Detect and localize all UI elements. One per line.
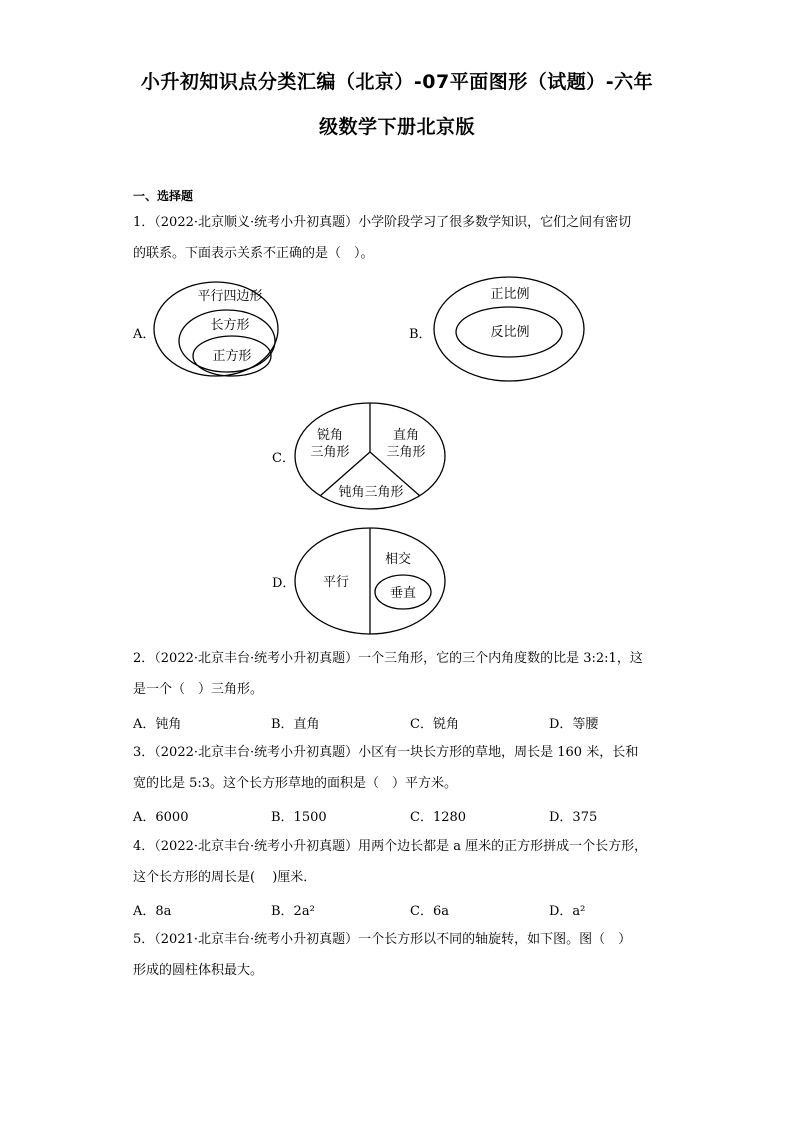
question-1-line-2: 的联系。下面表示关系不正确的是（ ）。: [133, 246, 374, 261]
question-4-option-c: C．6a: [410, 904, 449, 919]
direct-proportion-label: 正比例: [490, 287, 530, 302]
question-2-option-a: A．钝角: [133, 717, 182, 732]
question-5-line-1: 5．（2021·北京丰台·统考小升初真题）一个长方形以不同的轴旋转，如下图。图（ ）: [133, 932, 632, 947]
question-3-option-c: C．1280: [410, 810, 467, 825]
option-a-diagram: [154, 282, 278, 376]
square-label: 正方形: [212, 349, 252, 364]
question-3-option-b: B．1500: [271, 810, 327, 825]
section-heading: 一、选择题: [133, 189, 194, 203]
question-2-option-d: D．等腰: [549, 717, 599, 732]
option-b-diagram: [434, 277, 584, 381]
question-1-line-1: 1．（2022·北京顺义·统考小升初真题）小学阶段学习了很多数学知识，它们之间有密切: [133, 215, 632, 230]
right-angle-label-line-1: 直角: [392, 428, 420, 443]
question-3-line-1: 3．（2022·北京丰台·统考小升初真题）小区有一块长方形的草地，周长是 160 米，长和: [133, 745, 639, 760]
question-4-line-1: 4．（2022·北京丰台·统考小升初真题）用两个边长都是 a 厘米的正方形拼成一个长方形，: [133, 839, 648, 854]
option-d-diagram: [295, 528, 445, 634]
question-2-line-2: 是一个（ ）三角形。: [133, 682, 264, 697]
question-4-option-d: D．a²: [549, 904, 586, 919]
perpendicular-label: 垂直: [389, 586, 417, 601]
right-angle-label-line-2: 三角形: [386, 445, 426, 460]
obtuse-label: 钝角三角形: [338, 485, 404, 500]
acute-label-line-1: 锐角: [316, 428, 344, 443]
parallelogram-label: 平行四边形: [197, 289, 263, 304]
option-c-diagram: [295, 403, 445, 509]
intersect-label: 相交: [384, 552, 412, 567]
question-3-option-a: A．6000: [133, 810, 189, 825]
q1-option-d-label: D．: [272, 576, 296, 591]
document-title-line-2: 级数学下册北京版: [318, 116, 475, 138]
question-3-line-2: 宽的比是 5:3。这个长方形草地的面积是（ ）平方米。: [133, 776, 458, 791]
question-4-option-a: A．8a: [133, 904, 172, 919]
question-2-option-b: B．直角: [271, 717, 320, 732]
rectangle-label: 长方形: [210, 318, 250, 333]
question-4-line-2: 这个长方形的周长是( )厘米．: [133, 870, 317, 885]
question-3-option-d: D．375: [549, 810, 598, 825]
question-4-option-b: B．2a²: [271, 904, 315, 919]
question-5-line-2: 形成的圆柱体积最大。: [133, 963, 264, 978]
question-2-line-1: 2．（2022·北京丰台·统考小升初真题）一个三角形，它的三个内角度数的比是 3:2:1，这: [133, 651, 643, 666]
q1-option-b-label: B．: [409, 327, 432, 342]
inverse-proportion-label: 反比例: [490, 325, 530, 340]
q1-option-a-label: A．: [133, 327, 156, 342]
parallel-label: 平行: [322, 575, 350, 590]
acute-label-line-2: 三角形: [310, 445, 350, 460]
question-2-option-c: C．锐角: [410, 717, 459, 732]
q1-option-c-label: C．: [272, 451, 295, 466]
document-title-line-1: 小升初知识点分类汇编（北京）-07平面图形（试题）-六年: [140, 71, 654, 93]
